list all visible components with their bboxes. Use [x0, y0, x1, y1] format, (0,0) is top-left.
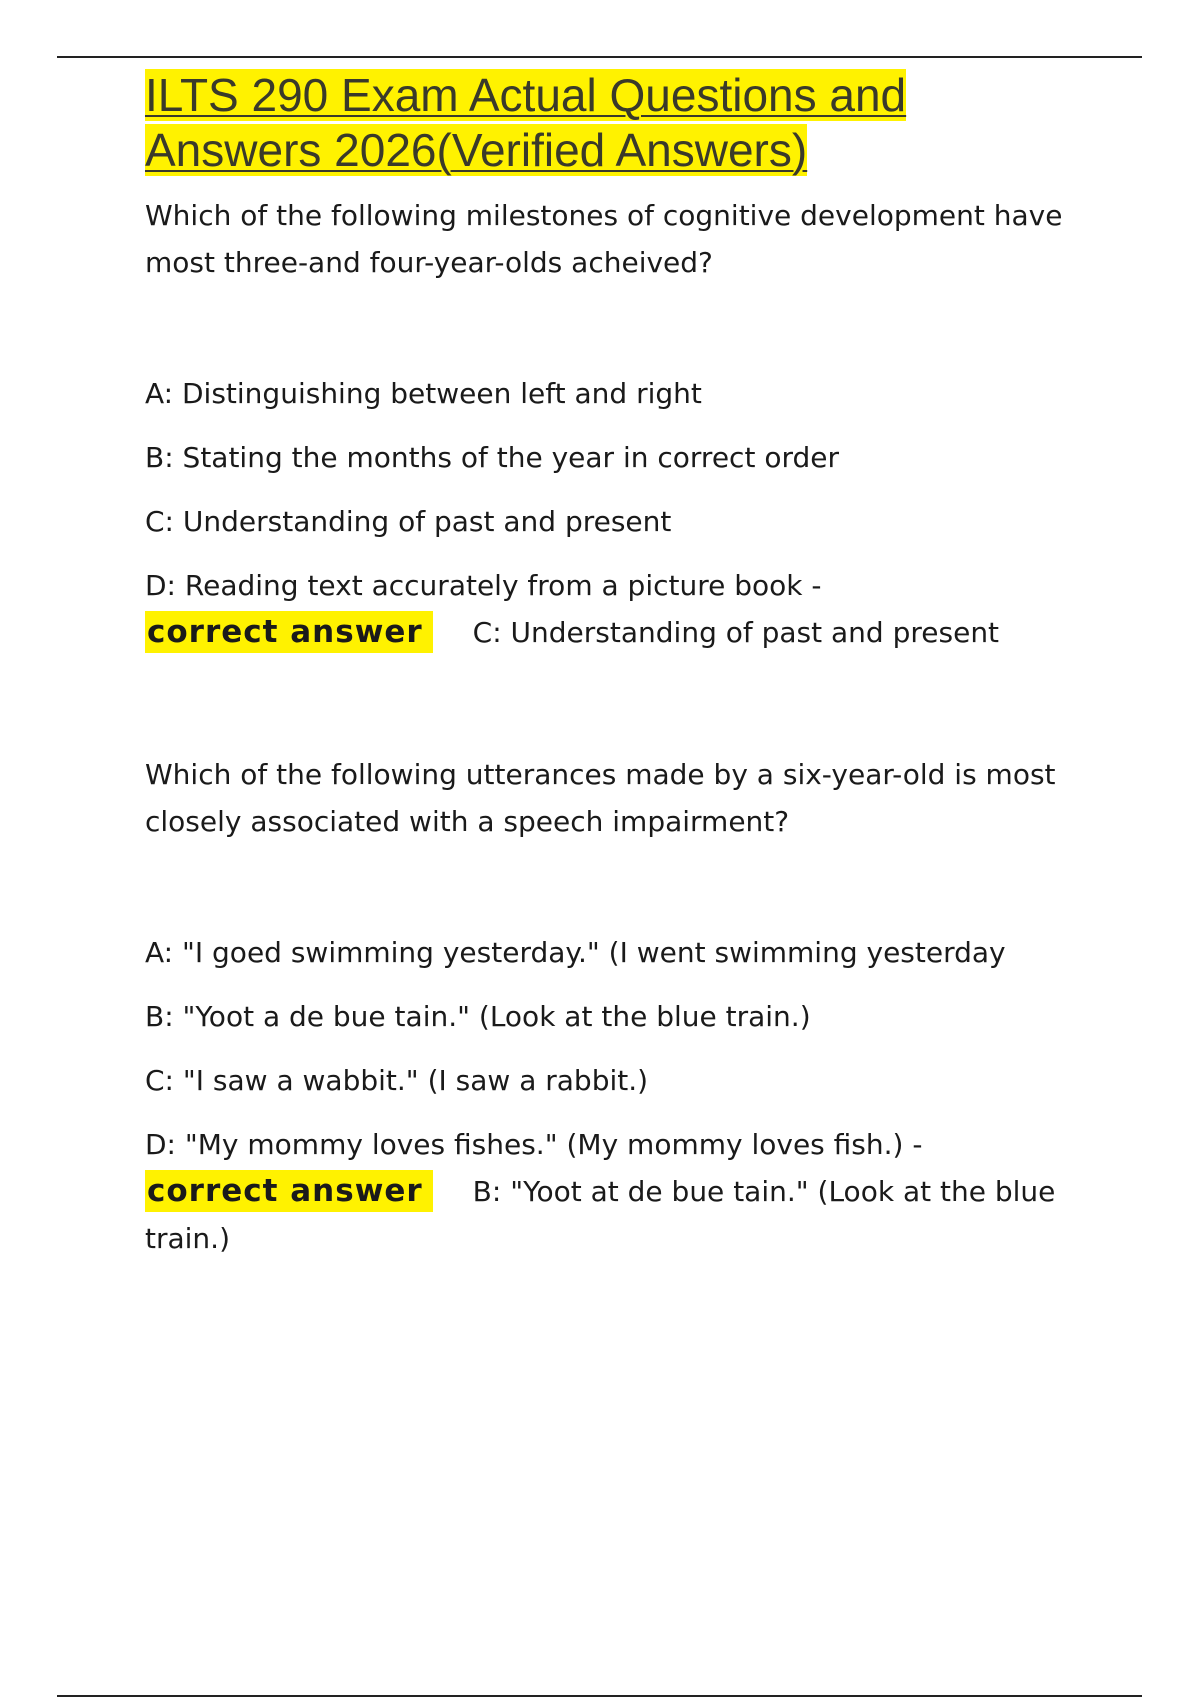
option-c: C: Understanding of past and present [145, 505, 672, 538]
correct-answer-label: correct answer [145, 611, 433, 653]
document-title [145, 68, 1075, 178]
question-block-1 [145, 192, 1075, 656]
answer-text: C: Understanding of past and present [472, 616, 1000, 649]
option-c: C: "I saw a wabbit." (I saw a rabbit.) [145, 1064, 649, 1097]
option-a: A: "I goed swimming yesterday." (I went swimming yesterday [145, 936, 1006, 969]
bottom-rule [57, 1695, 1142, 1697]
option-b: B: Stating the months of the year in correct order [145, 441, 839, 474]
question-text: Which of the following milestones of cognitive development have most three-and four-year-olds acheived? [145, 199, 1063, 279]
top-rule [57, 56, 1142, 58]
option-d: D: Reading text accurately from a picture book - [145, 569, 822, 602]
answer-line [145, 609, 1075, 656]
question-text: Which of the following utterances made by a six-year-old is most closely associated with a speech impairment? [145, 758, 1056, 838]
option-d: D: "My mommy loves fishes." (My mommy loves fish.) - [145, 1128, 923, 1161]
answer-text: B: "Yoot at de bue tain." (Look at the blue train.) [145, 1175, 1056, 1255]
question-block-2 [145, 751, 1075, 1262]
option-b: B: "Yoot a de bue tain." (Look at the blue train.) [145, 1000, 811, 1033]
option-a: A: Distinguishing between left and right [145, 377, 702, 410]
title-text: ILTS 290 Exam Actual Questions and Answers 2026(Verified Answers) [145, 69, 907, 176]
correct-answer-label: correct answer [145, 1170, 433, 1212]
answer-line [145, 1168, 1075, 1262]
document-page [145, 68, 1075, 1262]
